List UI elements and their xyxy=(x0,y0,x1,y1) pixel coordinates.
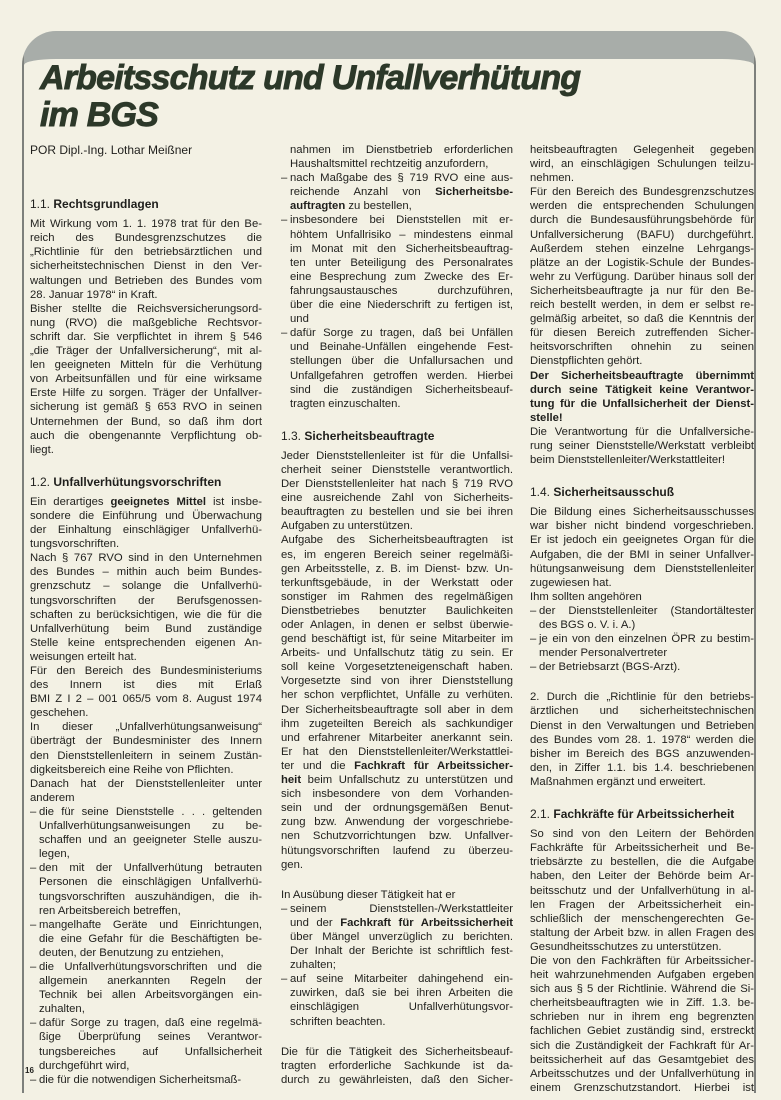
section-number: 1.4. xyxy=(530,485,551,500)
list-dash: – xyxy=(281,172,288,185)
bold-text: Sicherheitsbe- xyxy=(435,186,513,199)
text-line: mender Personalvertreter xyxy=(539,647,668,660)
list-dash: – xyxy=(281,902,288,915)
text-line: einem Grenzschutzstandort. Hierbei ist xyxy=(530,1081,754,1094)
text-line: Haushaltsmittel rechtzeitig anzufordern, xyxy=(290,158,489,171)
text-line: schrift dar. Sie verpflichtet in ihrem § 546 xyxy=(30,330,262,343)
text-line: Stelle keine entsprechenden eigenen An- xyxy=(30,636,262,649)
text-line: 2. Durch die „Richtlinie für den betriebs- xyxy=(530,691,754,704)
text-line: wird, an einschlägigen Schulungen teilzu- xyxy=(530,158,754,171)
text-run: Ein derartiges xyxy=(30,495,111,508)
section-heading xyxy=(30,475,262,489)
text-line: sind die zuständigen Sicherheitsbeauf- xyxy=(290,383,513,396)
text-line: werden die entsprechenden Schulungen xyxy=(530,200,754,213)
section-heading xyxy=(30,197,262,211)
text-line xyxy=(30,495,262,509)
text-line: Erste Hilfe zu sorgen. Träger der Unfallver- xyxy=(30,387,262,400)
text-line: gen Arbeitsstelle, z. B. im Dienst- bzw. Un- xyxy=(281,562,513,575)
text-line: einschlägigen Unfallverhütungsvor- xyxy=(290,1001,513,1014)
text-line: wehr zu Verfügung. Darüber hinaus soll der xyxy=(530,270,754,283)
text-line: In dieser „Unfallverhütungsanweisung“ xyxy=(30,721,262,734)
author-byline xyxy=(30,143,262,157)
list-item xyxy=(281,213,513,326)
text-line: die für die notwendigen Sicherheitsmaß- xyxy=(39,1073,242,1086)
text-line: zugewiesen hat. xyxy=(530,576,612,589)
text-line: Mit Wirkung vom 1. 1. 1978 trat für den Be- xyxy=(30,218,262,231)
text-line: reich bestellt werden, in dem er selbst re- xyxy=(530,299,754,312)
text-run: zu bestellen, xyxy=(345,200,412,213)
text-line: und erfahrener Mitarbeiter anerkannt sein. xyxy=(281,731,513,744)
list-item xyxy=(281,972,513,1028)
list-dash: – xyxy=(530,661,537,674)
page-number: 16 xyxy=(25,1066,34,1075)
text-line: terkunftsgebäude, in der Werkstatt oder xyxy=(281,576,513,589)
text-line: schaften zu berücksichtigen, wie die für die xyxy=(30,608,262,621)
text-line: Jeder Dienststellenleiter ist für die Unfallsi- xyxy=(281,449,513,462)
text-line: bisher im Bereich des BGS anzuwenden- xyxy=(530,747,754,760)
text-line: tungsvorschriften. xyxy=(30,538,120,551)
paragraph xyxy=(530,590,754,604)
text-line: seinem Dienststellen-/Werkstattleiter xyxy=(290,902,513,915)
text-line: gend beschäftigt ist, für seine Mitarbeiter im xyxy=(281,633,513,646)
text-line: Vorgesetzte sind von ihrer Dienststellung xyxy=(281,675,513,688)
text-line: Maßnahmen ergänzt und erweitert. xyxy=(530,775,706,788)
text-line: Arbeitsschutzes und der Unfallverhütung in xyxy=(530,1067,754,1080)
text-line: fachlichen Gebiet zuständig sind, erstreckt xyxy=(530,1025,754,1038)
text-line: beitssicherheit auf das Gesamtgebiet des xyxy=(530,1053,754,1066)
text-line: gelmäßig arbeitet, so daß die Kenntnis der xyxy=(530,313,754,326)
text-line xyxy=(281,773,513,787)
text-line: höhtem Unfallrisiko – mindestens einmal xyxy=(290,228,513,241)
title-line-1: Arbeitsschutz und Unfallverhütung xyxy=(40,59,581,97)
text-line: heitsbeauftragten Gelegenheit gegeben xyxy=(530,144,754,156)
text-line: der Betriebsarzt (BGS-Arzt). xyxy=(539,661,681,674)
text-line: fahrungsaustausches durchzuführen, xyxy=(290,284,513,297)
text-line: grenzschutz – solange die Unfallverhü- xyxy=(30,580,262,593)
paragraph xyxy=(530,425,754,467)
text-line: Die für die Tätigkeit des Sicherheitsbeauf- xyxy=(281,1045,513,1058)
text-line: cherheit seiner Dienststelle verantwortlich. xyxy=(281,463,513,476)
text-line: im Monat mit den Sicherheitsbeauftrag- xyxy=(290,242,513,255)
text-line: durchgeführt wird, xyxy=(39,1059,130,1072)
list-dash: – xyxy=(30,862,37,875)
text-line: liegt. xyxy=(30,443,54,456)
text-line: rung seiner Dienststelle/Werkstatt verbleibt xyxy=(530,439,754,452)
text-line: auf seine Mitarbeiter dahingehend ein- xyxy=(290,973,513,986)
text-line xyxy=(281,759,513,773)
section-heading xyxy=(530,485,754,499)
list-dash: – xyxy=(530,633,537,646)
text-line: nehmen. xyxy=(530,172,574,185)
text-line: der Dienststellenleiter (Standortältester xyxy=(539,604,754,617)
list-item xyxy=(281,902,513,972)
section-number: 1.3. xyxy=(281,428,302,443)
list-dash: – xyxy=(30,805,37,818)
text-line: Die Bildung eines Sicherheitsausschusses xyxy=(530,506,754,519)
text-line: heitsvorschriften ohnehin zu seinen xyxy=(530,341,754,354)
paragraph xyxy=(530,954,754,1095)
list-item xyxy=(30,960,262,1016)
text-line: Der Inhalt der Berichte ist schriftlich fest- xyxy=(290,945,513,958)
text-line: Bisher stellte die Reichsversicherungsord- xyxy=(30,302,262,315)
paragraph xyxy=(530,505,754,590)
text-line: schließlich der menschengerechten Ge- xyxy=(530,912,754,925)
text-line: deuten, der Benutzung zu entziehen, xyxy=(39,946,224,959)
text-line: stellungen über die Unfallursachen und xyxy=(290,355,513,368)
text-line: Der Sicherheitsbeauftragte übernimmt xyxy=(530,369,754,382)
text-line: Aufgaben zu unterstützen. xyxy=(281,520,413,533)
text-line: „die Träger der Unfallversicherung“, mit al- xyxy=(30,345,262,358)
text-line: auch die obengenannte Verpflichtung ob- xyxy=(30,429,262,442)
text-line: den Dienststellenleitern in seinem Zustän- xyxy=(30,749,262,762)
text-line: len geeigneten Mitteln für die Verhütung xyxy=(30,359,262,372)
text-line: schriften beachten. xyxy=(290,1015,386,1028)
text-line: hütungsvorschriften laufend zu überzeu- xyxy=(281,844,513,857)
paragraph xyxy=(530,369,754,425)
text-line: Ihm sollten angehören xyxy=(530,590,642,603)
section-title: Rechtsgrundlagen xyxy=(53,197,159,212)
text-line: Unfallverhütungsanweisungen zu be- xyxy=(39,820,262,833)
paragraph xyxy=(30,664,262,720)
text-column-1 xyxy=(30,143,262,1087)
text-line: tragten einzuschalten. xyxy=(290,397,401,410)
text-line: nung (RVO) die maßgebliche Rechtsvor- xyxy=(30,316,262,329)
text-line: dafür Sorge zu tragen, daß bei Unfällen xyxy=(290,327,513,340)
text-line: tung für die Unfallsicherheit der Dienst- xyxy=(530,397,754,410)
text-line: allgemein anerkannten Regeln der xyxy=(39,975,262,988)
text-line: sicherheitstechnischen Dienst in den Ver- xyxy=(30,260,262,273)
text-line: und Beinahe-Unfällen eingehende Fest- xyxy=(290,341,513,354)
text-line: 28. Januar 1978“ in Kraft. xyxy=(30,288,158,301)
list-item xyxy=(30,861,262,917)
bold-text: geeignetes Mittel xyxy=(110,495,206,508)
text-line: beitsschutz und der Unfallverhütung in al- xyxy=(530,884,754,897)
text-line: ihm zugeteilten Bereich als sachkundiger xyxy=(281,717,513,730)
text-line xyxy=(290,185,513,199)
text-line: Er ist jedoch ein geeignetes Organ für die xyxy=(530,534,754,547)
text-line: hütungsanweisung dem Dienststellenleiter xyxy=(530,562,754,575)
paragraph xyxy=(281,533,513,871)
text-line: Gesundheitsschutzes zu unterstützen. xyxy=(530,940,722,953)
text-line: ren Arbeitsbereich betreffen, xyxy=(39,904,181,917)
list-item xyxy=(530,660,754,674)
text-line: die für seine Dienststelle . . . geltenden xyxy=(39,805,262,818)
text-line: ärztlichen und sicherheitstechnischen xyxy=(530,705,754,718)
bold-text: auftragten xyxy=(290,200,346,213)
text-line: den mit der Unfallverhütung betrauten xyxy=(39,862,262,875)
list-dash: – xyxy=(30,918,37,931)
text-line: beauftragten zu bestellen und sie bei ihren xyxy=(281,506,513,519)
list-dash: – xyxy=(281,327,288,340)
list-item xyxy=(281,171,513,213)
text-line: Technik bei allen Arbeitsvorgängen ein- xyxy=(39,989,262,1002)
text-line: In Ausübung dieser Tätigkeit hat er xyxy=(281,888,456,901)
text-line: waltungen und Betrieben des Bundes vom xyxy=(30,274,262,287)
text-line: des Bundes – mithin auch beim Bundes- xyxy=(30,566,262,579)
paragraph xyxy=(281,449,513,534)
text-line: Unfallgefahren getroffen werden. Hierbei xyxy=(290,369,513,382)
text-column-3 xyxy=(530,143,754,1095)
paragraph xyxy=(30,720,262,776)
text-line: sich aus § 5 der Richtlinie. Während die Si- xyxy=(530,983,754,996)
text-line: des Bundes vom 28. 1. 1978“ werden die xyxy=(530,733,754,746)
section-title: Sicherheitsbeauftragte xyxy=(304,428,435,443)
text-line: Sicherheitsbeauftragte ja nur für den Be- xyxy=(530,284,754,297)
text-line: durch zu gewährleisten, daß den Sicher- xyxy=(281,1073,513,1086)
text-line: Die Verantwortung für die Unfallversiche- xyxy=(530,425,754,438)
text-line: sein und der ordnungsgemäßen Benut- xyxy=(281,802,513,815)
text-line: nen Schutzvorrichtungen bzw. Unfallver- xyxy=(281,830,513,843)
list-dash: – xyxy=(530,604,537,617)
paragraph xyxy=(530,185,754,368)
text-line: durch seine Tätigkeit keine Verantwor- xyxy=(530,383,754,396)
text-line: geschehen. xyxy=(30,707,89,720)
text-column-2 xyxy=(281,143,513,1087)
section-heading xyxy=(281,429,513,443)
paragraph xyxy=(30,217,262,302)
list-dash: – xyxy=(281,973,288,986)
text-line: durch die Bundesausführungsbehörde für xyxy=(530,214,754,227)
article-title xyxy=(40,60,580,134)
text-line: digkeitsbereich eine Reihe von Pflichten. xyxy=(30,763,234,776)
text-line: soll keine Vorgesetzteneigenschaft haben. xyxy=(281,661,513,674)
paragraph xyxy=(30,551,262,664)
bold-text: heit xyxy=(281,774,302,787)
text-line: war bisher nicht bindend vorgeschrieben. xyxy=(530,520,754,533)
list-item xyxy=(281,326,513,411)
text-line: schrieben nur in ihrem eng begrenzten xyxy=(530,1011,754,1024)
text-line: gen. xyxy=(281,858,303,871)
list-dash: – xyxy=(281,214,288,227)
section-heading xyxy=(530,807,754,821)
text-line: sich die Zuständigkeit der Fachkraft für Ar- xyxy=(530,1039,754,1052)
text-line: Für den Bereich des Bundesministeriums xyxy=(30,665,262,677)
title-line-2: im BGS xyxy=(40,96,159,134)
paragraph xyxy=(530,827,754,954)
section-number: 2.1. xyxy=(530,807,551,822)
text-line: Fachkräfte für Arbeitssicherheit und Be- xyxy=(530,842,754,855)
text-line: mangelhafte Geräte und Einrichtungen, xyxy=(39,918,262,931)
list-dash: – xyxy=(30,1073,37,1086)
text-line: Außerdem stehen einzelne Lehrgangs- xyxy=(530,242,754,255)
text-line: her schon verpflichtet, Unfälle zu verhüten. xyxy=(281,689,513,702)
text-line: Die von den Fachkräften für Arbeitssicher- xyxy=(530,954,754,967)
text-line: haben, den Leiter der Behörde beim Ar- xyxy=(530,870,754,883)
paragraph xyxy=(30,777,262,805)
text-line: eine ausreichende Zahl von Sicherheits- xyxy=(281,492,513,505)
text-line: überträgt der Bundesminister des Innern xyxy=(30,735,262,748)
heading-line xyxy=(281,429,513,443)
text-line: je ein von den einzelnen ÖPR zu bestim- xyxy=(539,633,754,646)
text-line: plätze an der Logistik-Schule der Bundes- xyxy=(530,256,754,269)
text-run: reichende Anzahl von xyxy=(290,186,436,199)
text-line: Arbeits- und Unfallschutz tätig zu sein. Er xyxy=(281,647,513,660)
text-line: über Mängel unverzüglich zu berichten. xyxy=(290,930,513,943)
text-line: tungsvorschriften der Berufsgenossen- xyxy=(30,594,262,607)
text-line xyxy=(290,199,513,213)
text-line: von Arbeitsunfällen und für eine wirksame xyxy=(30,373,262,386)
text-line: Personen die einschlägigen Unfallverhü- xyxy=(39,876,262,889)
list-dash: – xyxy=(30,960,37,973)
heading-line xyxy=(30,475,262,489)
heading-line xyxy=(530,485,754,499)
text-line: Der Dienststellenleiter hat nach § 719 RVO xyxy=(281,478,513,491)
text-line: Dienst in den Verwaltungen und Betrieben xyxy=(530,719,754,732)
text-line: reich des Bundesgrenzschutzes die xyxy=(30,232,262,245)
text-line: Der Sicherheitsbeauftragte soll aber in dem xyxy=(281,703,513,716)
text-line: über die eine Niederschrift zu fertigen ist, xyxy=(290,299,513,312)
paragraph xyxy=(530,690,754,789)
text-line xyxy=(290,916,513,930)
list-item xyxy=(530,632,754,660)
paragraph xyxy=(281,888,513,902)
text-line: BMI Z I 2 – 001 065/5 vom 8. August 1974 xyxy=(30,693,262,706)
text-line: triebsärzte zu bestellen, die die Aufgabe xyxy=(530,856,754,869)
text-line: Er hat den Dienststellenleiter/Werkstattlei- xyxy=(281,745,513,758)
text-line: oder Anlagen, in denen er selbst überwie- xyxy=(281,619,513,631)
section-number: 1.1. xyxy=(30,197,51,212)
text-line: den, in Ziffer 1.1. bis 1.4. beschriebenen xyxy=(530,761,754,774)
list-item xyxy=(30,1073,262,1087)
text-line: beim Dienststellenleiter/Werkstattleiter! xyxy=(530,454,726,467)
text-line: ten unter Beteiligung des Personalrates xyxy=(290,256,513,269)
text-line: heit wahrzunehmenden Aufgaben ergeben xyxy=(530,969,754,982)
text-line: tungsvorschriften auszuhändigen, die ih- xyxy=(39,890,262,903)
text-line: Unfallverhütung beim Bund zuständige xyxy=(30,622,262,635)
text-line: ßige Überprüfung seines Verantwor- xyxy=(39,1031,262,1044)
text-line: sondere die Einführung und Überwachung xyxy=(30,509,262,522)
text-run: beim Unfallschutz zu unterstützen und xyxy=(301,774,513,787)
paragraph xyxy=(30,302,262,457)
text-line: Unternehmen der Bund, so daß ihm dort xyxy=(30,415,262,428)
text-line: Aufgabe des Sicherheitsbeauftragten ist xyxy=(281,534,513,547)
section-title: Unfallverhütungsvorschriften xyxy=(53,474,222,489)
text-line: legen, xyxy=(39,848,70,861)
text-line: es, im engeren Bereich seiner regelmäßi- xyxy=(281,548,513,561)
text-line: Aufgaben, die der BMI in seiner Unfallver- xyxy=(530,548,754,561)
text-line: Nach § 767 RVO sind in den Unternehmen xyxy=(30,552,262,565)
text-line: eine Besprechung zum Zwecke des Er- xyxy=(290,270,513,283)
heading-line xyxy=(30,197,262,211)
text-line: Dienstpflichten gehört. xyxy=(530,355,643,368)
text-line: die Unfallverhütungsvorschriften und die xyxy=(39,960,262,973)
text-line: des BGS o. V. i. A.) xyxy=(539,619,636,631)
section-title: Fachkräfte für Arbeitssicherheit xyxy=(553,807,735,822)
text-line: zuhalten; xyxy=(290,959,336,972)
list-item xyxy=(30,1016,262,1072)
text-run: ist insbe- xyxy=(206,495,263,508)
text-line: zung bzw. Anwendung der vorgeschriebe- xyxy=(281,816,513,829)
paragraph xyxy=(530,143,754,185)
text-line: weisungen erteilt hat. xyxy=(30,650,137,663)
list-item xyxy=(30,918,262,960)
text-line: cherheitsbeauftragten wie in Ziff. 1.3. be- xyxy=(530,997,754,1010)
section-title: Sicherheitsausschuß xyxy=(553,485,675,500)
text-line: zuhalten, xyxy=(39,1003,85,1016)
text-line: POR Dipl.-Ing. Lothar Meißner xyxy=(30,143,193,157)
text-line: zuwirken, daß sie bei ihren Arbeiten die xyxy=(290,987,513,1000)
text-line: nahmen im Dienstbetrieb erforderlichen xyxy=(290,144,513,156)
text-line: die eine Gefahr für die Beschäftigten be- xyxy=(39,932,262,945)
text-line: len Fragen der Arbeitssicherheit ein- xyxy=(530,898,754,911)
heading-line xyxy=(530,807,754,821)
text-run: und der xyxy=(290,916,341,929)
text-line: Unfallversicherung (BAFU) durchgeführt. xyxy=(530,228,754,241)
text-line: tragten erforderliche Sachkunde ist da- xyxy=(281,1059,513,1072)
text-line: nach Maßgabe des § 719 RVO eine aus- xyxy=(290,172,513,185)
text-line: schaffen und an geeigneter Stelle auszu- xyxy=(39,834,262,847)
text-line: insbesondere bei Dienststellen mit er- xyxy=(290,214,513,227)
bold-text: Fachkraft für Arbeitssicherheit xyxy=(340,916,513,929)
text-line: dafür Sorge zu tragen, daß eine regelmä- xyxy=(39,1017,262,1030)
paragraph xyxy=(30,495,262,551)
text-line: sich insbesondere von dem Vorhanden- xyxy=(281,788,513,801)
text-line: des Innern ist dies mit Erlaß xyxy=(30,679,262,692)
paragraph xyxy=(281,1045,513,1087)
text-line: anderem xyxy=(30,791,75,804)
text-line: staltung der Arbeit bzw. in allen Fragen des xyxy=(530,926,754,939)
text-line: stelle! xyxy=(530,411,563,424)
text-line: „Richtlinie für den betriebsärztlichen und xyxy=(30,246,262,259)
bold-text: Fachkraft für Arbeitssicher- xyxy=(354,759,513,772)
text-line: Für den Bereich des Bundesgrenzschutzes xyxy=(530,186,754,199)
text-line: Danach hat der Dienststellenleiter unter xyxy=(30,777,262,790)
text-line: der Einhaltung einschlägiger Unfallverhü- xyxy=(30,524,262,537)
text-line: So sind von den Leitern der Behörden xyxy=(530,828,754,841)
text-line: sonstiger im Rahmen des regelmäßigen xyxy=(281,590,513,603)
list-item-continued xyxy=(281,143,513,171)
list-dash: – xyxy=(30,1017,37,1030)
text-line: sicherung ist gemäß § 653 RVO in seinen xyxy=(30,401,262,414)
text-line: für diesen Bereich zutreffenden Sicher- xyxy=(530,327,754,340)
section-number: 1.2. xyxy=(30,474,51,489)
text-run: ter und die xyxy=(281,759,355,772)
text-line: Dienstbetriebes benutzter Baulichkeiten xyxy=(281,604,513,617)
text-line: tungsbereiches auf Unfallsicherheit xyxy=(39,1045,262,1058)
list-item xyxy=(530,604,754,632)
list-item xyxy=(30,805,262,861)
text-line: und xyxy=(290,313,309,326)
